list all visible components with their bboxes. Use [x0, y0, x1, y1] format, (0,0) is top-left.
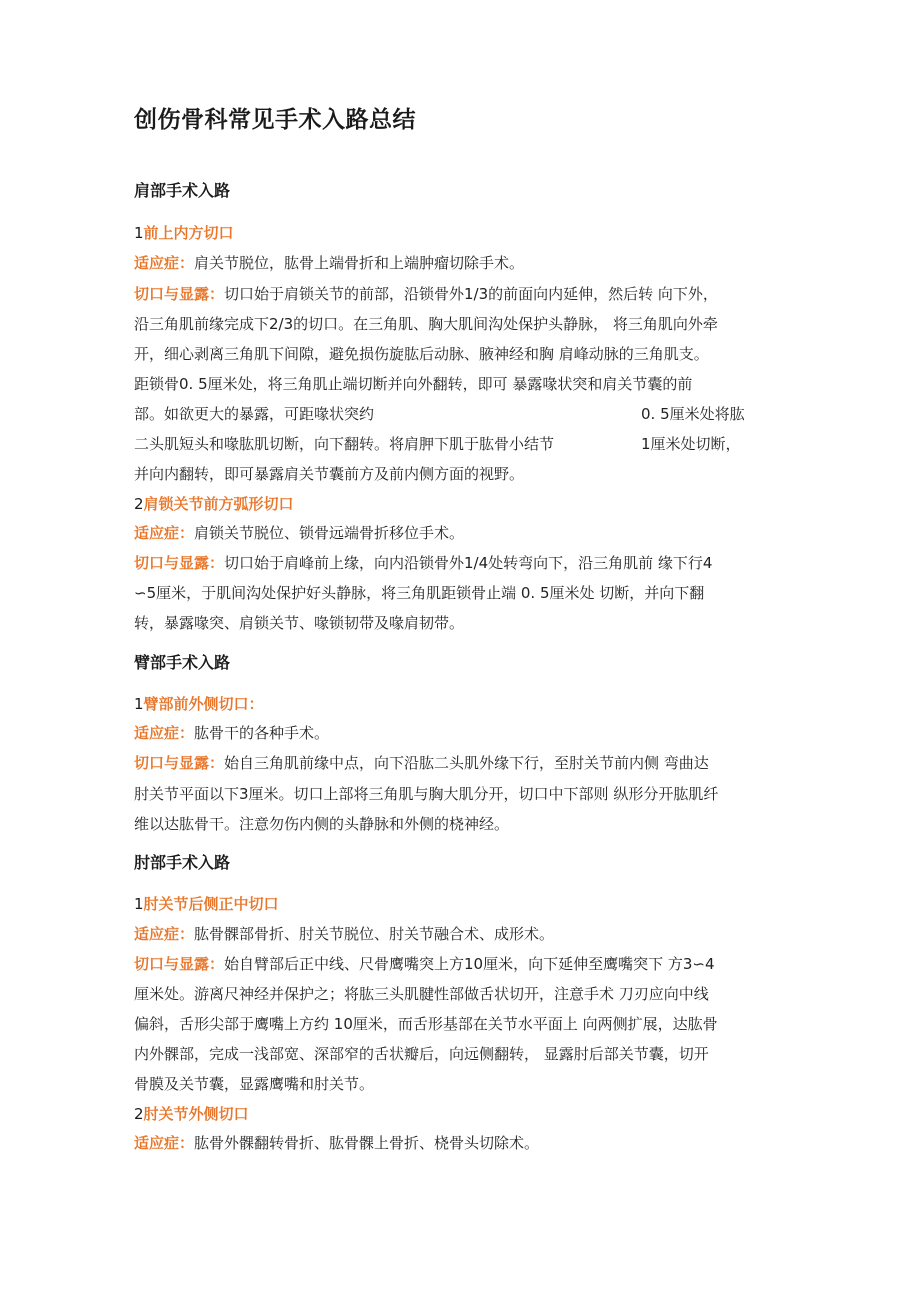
- text-line: 肘关节平面以下3厘米。切口上部将三角肌与胸大肌分开，切口中下部则 纵形分开肱肌纤: [134, 785, 719, 803]
- section-heading: 臂部手术入路: [134, 653, 231, 672]
- approach-title: 1肘关节后侧正中切口: [134, 895, 279, 913]
- indication-line: 适应症：肱骨髁部骨折、肘关节脱位、肘关节融合术、成形术。: [134, 925, 555, 943]
- text-line: 内外髁部，完成一浅部宽、深部窄的舌状瓣后，向远侧翻转， 显露肘后部关节囊，切开: [134, 1045, 709, 1063]
- text-line: 二头肌短头和喙肱肌切断，向下翻转。将肩胛下肌于肱骨小结节: [134, 435, 555, 453]
- incision-line: 切口与显露：切口始于肩锁关节的前部，沿锁骨外1/3的前面向内延伸，然后转 向下外，: [134, 285, 718, 303]
- indication-line: 适应症：肩锁关节脱位、锁骨远端骨折移位手术。: [134, 524, 465, 542]
- approach-title: 1臂部前外侧切口：: [134, 695, 264, 713]
- text-line: 并向内翻转，即可暴露肩关节囊前方及前内侧方面的视野。: [134, 465, 525, 483]
- document-title: 创伤骨科常见手术入路总结: [134, 107, 416, 133]
- text-line: 骨膜及关节囊，显露鹰嘴和肘关节。: [134, 1075, 375, 1093]
- incision-line: 切口与显露：始自三角肌前缘中点，向下沿肱二头肌外缘下行，至肘关节前内侧 弯曲达: [134, 754, 709, 772]
- text-line: 部。如欲更大的暴露，可距喙状突约: [134, 405, 375, 423]
- text-line: 厘米处。游离尺神经并保护之；将肱三头肌腱性部做舌状切开，注意手术 刀刃应向中线: [134, 985, 709, 1003]
- indication-line: 适应症：肩关节脱位，肱骨上端骨折和上端肿瘤切除手术。: [134, 254, 525, 272]
- text-line: 开，细心剥离三角肌下间隙，避免损伤旋肱后动脉、腋神经和胸 肩峰动脉的三角肌支。: [134, 345, 709, 363]
- text-line: 维以达肱骨干。注意勿伤内侧的头静脉和外侧的桡神经。: [134, 815, 510, 833]
- approach-title: 1前上内方切口: [134, 224, 234, 242]
- text-line-fragment: 0. 5厘米处将肱: [641, 405, 745, 423]
- text-line: 转，暴露喙突、肩锁关节、喙锁韧带及喙肩韧带。: [134, 614, 465, 632]
- section-heading: 肘部手术入路: [134, 853, 231, 872]
- indication-line: 适应症：肱骨干的各种手术。: [134, 724, 330, 742]
- approach-title: 2肩锁关节前方弧形切口: [134, 495, 294, 513]
- incision-line: 切口与显露：始自臂部后正中线、尺骨鹰嘴突上方10厘米，向下延伸至鹰嘴突下 方3∽4: [134, 955, 715, 973]
- text-line: ∽5厘米，于肌间沟处保护好头静脉，将三角肌距锁骨止端 0. 5厘米处 切断，并向下翻: [134, 584, 705, 602]
- incision-line: 切口与显露：切口始于肩峰前上缘，向内沿锁骨外1/4处转弯向下，沿三角肌前 缘下行4: [134, 554, 713, 572]
- text-line: 偏斜，舌形尖部于鹰嘴上方约 10厘米，而舌形基部在关节水平面上 向两侧扩展，达肱骨: [134, 1015, 718, 1033]
- text-line: 沿三角肌前缘完成下2/3的切口。在三角肌、胸大肌间沟处保护头静脉， 将三角肌向外牵: [134, 315, 718, 333]
- section-heading: 肩部手术入路: [134, 181, 231, 200]
- text-line-fragment: 1厘米处切断，: [641, 435, 741, 453]
- approach-title: 2肘关节外侧切口: [134, 1105, 249, 1123]
- text-line: 距锁骨0. 5厘米处，将三角肌止端切断并向外翻转，即可 暴露喙状突和肩关节囊的前: [134, 375, 693, 393]
- indication-line: 适应症：肱骨外髁翻转骨折、肱骨髁上骨折、桡骨头切除术。: [134, 1134, 540, 1152]
